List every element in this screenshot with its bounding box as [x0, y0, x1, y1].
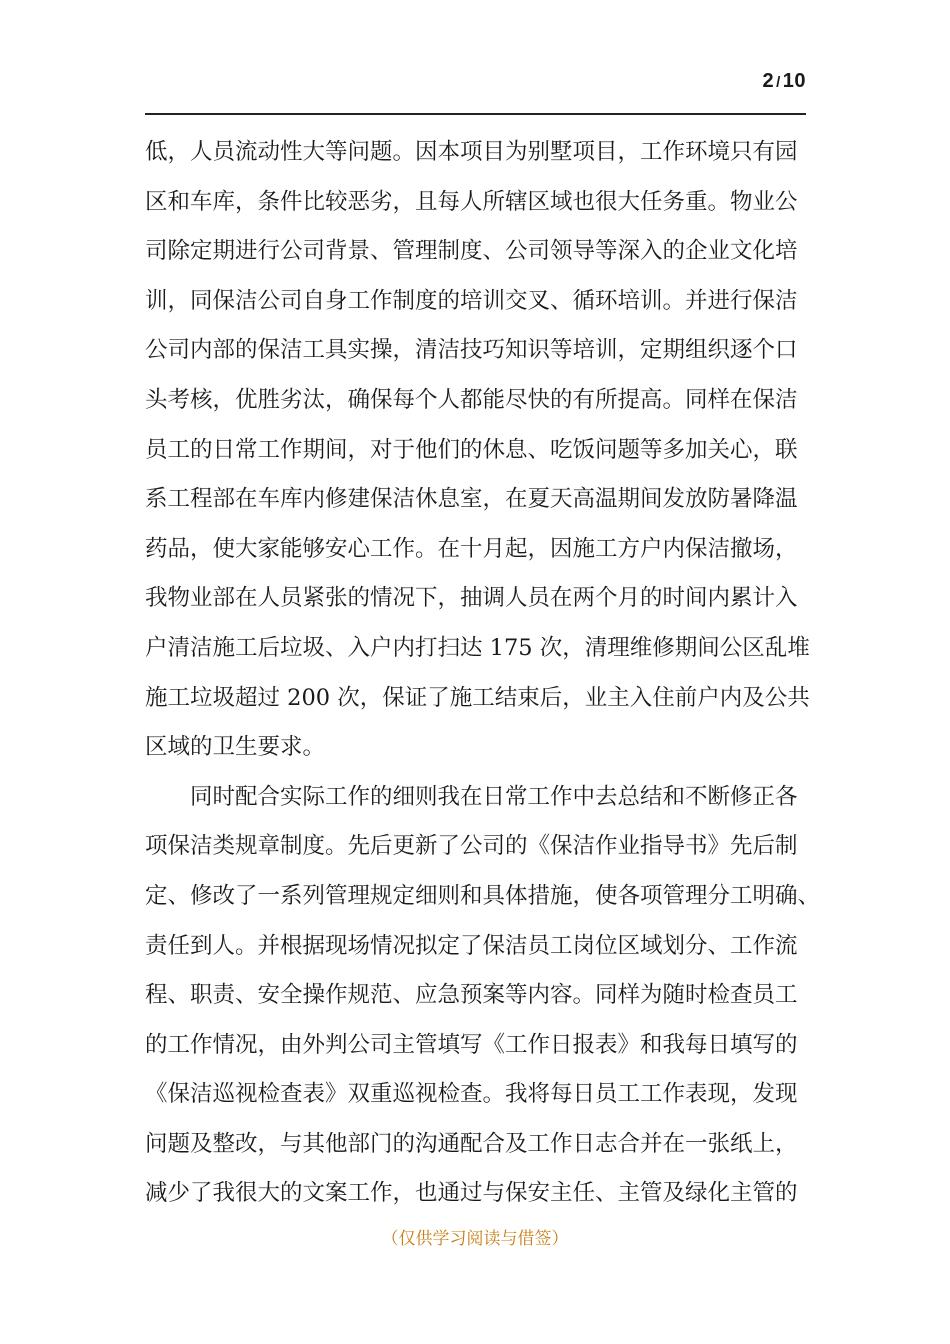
- text-line: 头考核，优胜劣汰，确保每个人都能尽快的有所提高。同样在保洁: [145, 386, 798, 413]
- text-line: 员工的日常工作期间，对于他们的休息、吃饭问题等多加关心，联: [145, 436, 798, 463]
- text-line: 施工垃圾超过 200 次，保证了施工结束后，业主入住前户内及公共: [145, 684, 810, 711]
- text-line: 项保洁类规章制度。先后更新了公司的《保洁作业指导书》先后制: [145, 833, 798, 860]
- text-line: 我物业部在人员紧张的情况下，抽调人员在两个月的时间内累计入: [145, 585, 798, 612]
- text-line: 户清洁施工后垃圾、入户内打扫达 175 次，清理维修期间公区乱堆: [145, 634, 810, 661]
- page-number: [762, 70, 806, 93]
- text-line: 责任到人。并根据现场情况拟定了保洁员工岗位区域划分、工作流: [145, 932, 798, 959]
- document-body: [145, 128, 821, 1219]
- text-line: 定、修改了一系列管理规定细则和具体措施，使各项管理分工明确、: [145, 882, 821, 909]
- text-line: 程、职责、安全操作规范、应急预案等内容。同样为随时检查员工: [145, 982, 798, 1009]
- text-line: 司除定期进行公司背景、管理制度、公司领导等深入的企业文化培: [145, 238, 798, 265]
- page-current: 2: [762, 70, 775, 92]
- text-line: 的工作情况，由外判公司主管填写《工作日报表》和我每日填写的: [145, 1031, 798, 1058]
- text-line: 区域的卫生要求。: [145, 734, 326, 761]
- page-separator: /: [776, 74, 781, 91]
- text-line: 训，同保洁公司自身工作制度的培训交叉、循环培训。并进行保洁: [145, 287, 798, 314]
- text-line: 减少了我很大的文案工作，也通过与保安主任、主管及绿化主管的: [145, 1180, 798, 1207]
- header-divider: [145, 113, 806, 115]
- paragraph-1: [145, 128, 811, 773]
- text-line: 区和车库，条件比较恶劣，且每人所辖区域也很大任务重。物业公: [145, 188, 798, 215]
- paragraph-2: [145, 773, 821, 1219]
- text-line: 公司内部的保洁工具实操，清洁技巧知识等培训，定期组织逐个口: [145, 337, 798, 364]
- text-line: 低，人员流动性大等问题。因本项目为别墅项目，工作环境只有园: [145, 139, 798, 165]
- text-line: 问题及整改，与其他部门的沟通配合及工作日志合并在一张纸上，: [145, 1130, 798, 1157]
- page-total: 10: [782, 70, 806, 92]
- text-line: 同时配合实际工作的细则我在日常工作中去总结和不断修正各: [190, 783, 798, 810]
- footer-note: （仅供学习阅读与借签）: [381, 1229, 569, 1249]
- text-line: 药品，使大家能够安心工作。在十月起，因施工方户内保洁撤场，: [145, 535, 798, 562]
- text-line: 系工程部在车库内修建保洁休息室，在夏天高温期间发放防暑降温: [145, 486, 798, 513]
- text-line: 《保洁巡视检查表》双重巡视检查。我将每日员工工作表现，发现: [145, 1081, 798, 1108]
